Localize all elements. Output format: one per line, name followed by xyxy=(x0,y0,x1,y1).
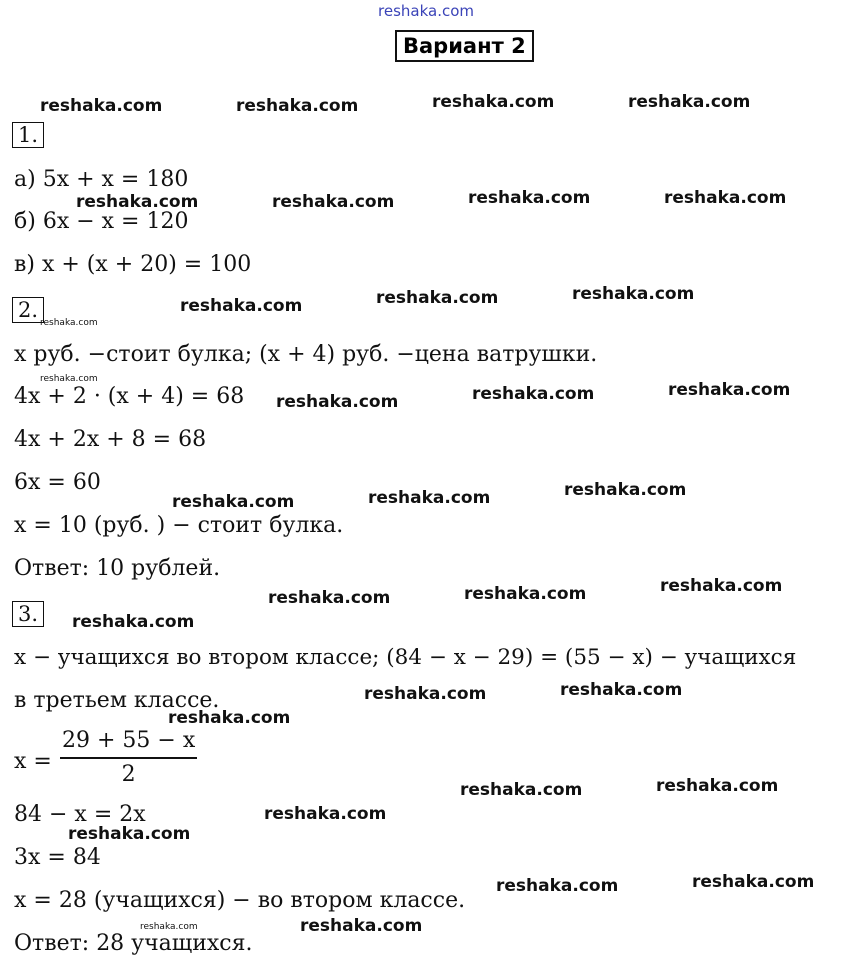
answer-line: Ответ: 28 учащихся. xyxy=(14,931,253,956)
watermark: reshaka.com xyxy=(76,192,199,212)
watermark: reshaka.com xyxy=(268,588,391,608)
watermark: reshaka.com xyxy=(656,776,779,796)
watermark: reshaka.com xyxy=(68,824,191,844)
watermark: reshaka.com xyxy=(40,374,98,384)
watermark: reshaka.com xyxy=(496,876,619,896)
watermark: reshaka.com xyxy=(368,488,491,508)
watermark: reshaka.com xyxy=(168,708,291,728)
watermark: reshaka.com xyxy=(468,188,591,208)
watermark: reshaka.com xyxy=(276,392,399,412)
watermark: reshaka.com xyxy=(664,188,787,208)
equation-line: 4x + 2 · (x + 4) = 68 xyxy=(14,384,245,409)
fraction-bar xyxy=(60,757,197,759)
equation-line: 4x + 2x + 8 = 68 xyxy=(14,427,207,452)
equation-line: б) 6x − x = 120 xyxy=(14,209,189,234)
watermark: reshaka.com xyxy=(560,680,683,700)
watermark: reshaka.com xyxy=(172,492,295,512)
page-title: Вариант 2 xyxy=(395,30,534,62)
solution-line: в третьем классе. xyxy=(14,688,220,713)
solution-line: x руб. −стоит булка; (x + 4) руб. −цена ватрушки. xyxy=(14,342,598,367)
equation-line: 3x = 84 xyxy=(14,845,101,870)
watermark: reshaka.com xyxy=(692,872,815,892)
fraction-numerator: 29 + 55 − x xyxy=(62,728,196,753)
equation-line: 84 − x = 2x xyxy=(14,802,146,827)
problem-number-2: 2. xyxy=(12,297,44,323)
equation-line: x = 10 (руб. ) − стоит булка. xyxy=(14,513,344,538)
watermark: reshaka.com xyxy=(572,284,695,304)
fraction-denominator: 2 xyxy=(121,761,136,787)
watermark: reshaka.com xyxy=(236,96,359,116)
watermark: reshaka.com xyxy=(460,780,583,800)
watermark: reshaka.com xyxy=(628,92,751,112)
fraction-lhs: x = xyxy=(14,749,52,774)
watermark: reshaka.com xyxy=(300,916,423,936)
watermark: reshaka.com xyxy=(264,804,387,824)
watermark: reshaka.com xyxy=(364,684,487,704)
watermark: reshaka.com xyxy=(660,576,783,596)
watermark: reshaka.com xyxy=(40,318,98,328)
watermark: reshaka.com xyxy=(432,92,555,112)
watermark: reshaka.com xyxy=(464,584,587,604)
site-header-link[interactable]: reshaka.com xyxy=(378,2,474,20)
watermark: reshaka.com xyxy=(668,380,791,400)
fraction xyxy=(60,728,197,788)
watermark: reshaka.com xyxy=(564,480,687,500)
watermark: reshaka.com xyxy=(140,922,198,932)
problem-number-3: 3. xyxy=(12,601,44,627)
problem-number-1: 1. xyxy=(12,122,44,148)
watermark: reshaka.com xyxy=(40,96,163,116)
equation-line: 6x = 60 xyxy=(14,470,101,495)
equation-line: а) 5x + x = 180 xyxy=(14,167,189,192)
watermark: reshaka.com xyxy=(72,612,195,632)
answer-line: Ответ: 10 рублей. xyxy=(14,556,221,581)
watermark: reshaka.com xyxy=(472,384,595,404)
equation-line: в) x + (x + 20) = 100 xyxy=(14,252,252,277)
solution-line: x − учащихся во втором классе; (84 − x − 29) = (55 − x) − учащихся xyxy=(14,645,797,670)
watermark: reshaka.com xyxy=(272,192,395,212)
equation-line: x = 28 (учащихся) − во втором классе. xyxy=(14,888,466,913)
watermark: reshaka.com xyxy=(180,296,303,316)
watermark: reshaka.com xyxy=(376,288,499,308)
